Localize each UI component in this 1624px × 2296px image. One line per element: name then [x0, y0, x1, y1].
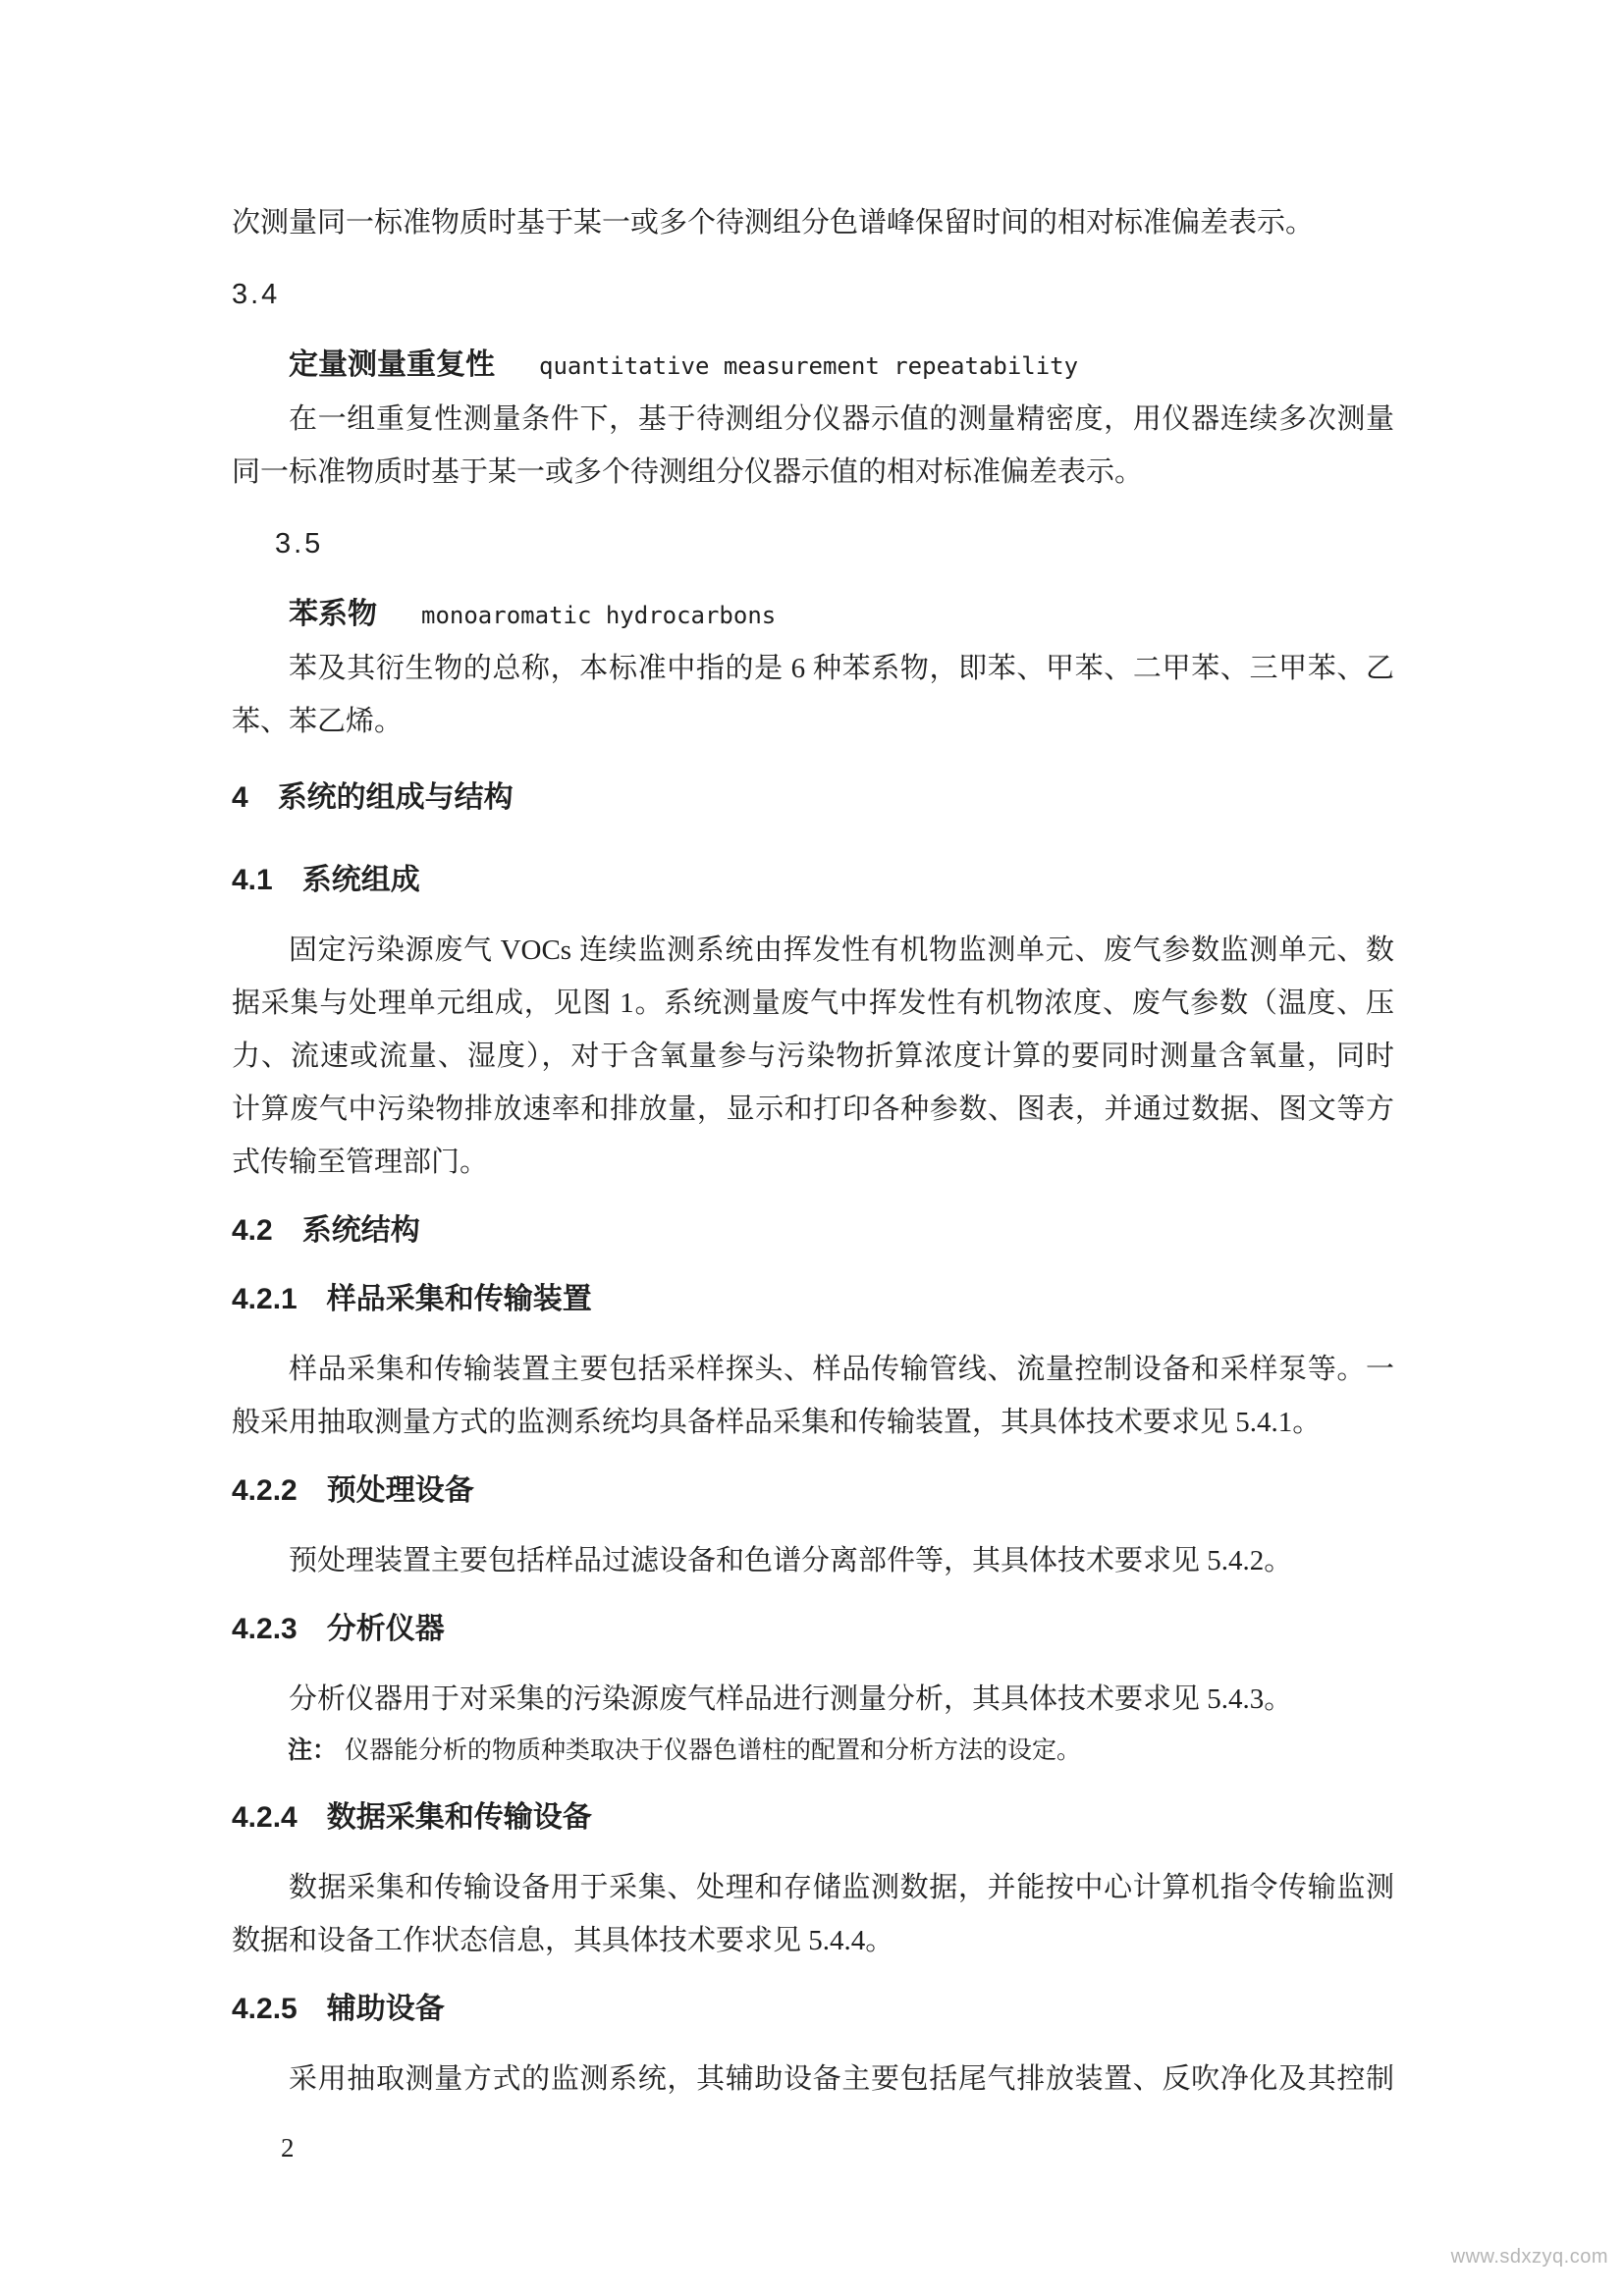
paragraph-line: 预处理装置主要包括样品过滤设备和色谱分离部件等，其具体技术要求见 5.4.2。: [289, 1545, 1293, 1576]
heading-number: 4.2.1: [232, 1283, 298, 1315]
heading-title: 系统的组成与结构: [277, 781, 514, 814]
note-label: 注：: [288, 1736, 338, 1764]
document-body: [232, 196, 1394, 2174]
paragraph-line: 式传输至管理部门。: [232, 1147, 489, 1178]
paragraph-line: 分析仪器用于对采集的污染源废气样品进行测量分析，其具体技术要求见 5.4.3。: [289, 1683, 1293, 1715]
heading-title: 分析仪器: [326, 1613, 445, 1645]
section-heading: [232, 1465, 1394, 1518]
term-chinese: 苯系物: [289, 598, 377, 630]
paragraph-line: 次测量同一标准物质时基于某一或多个待测组分色谱峰保留时间的相对标准偏差表示。: [232, 207, 1315, 239]
heading-title: 辅助设备: [326, 1993, 445, 2025]
section-heading: [232, 854, 1394, 907]
paragraph-line: 同一标准物质时基于某一或多个待测组分仪器示值的相对标准偏差表示。: [232, 456, 1144, 488]
section-heading: [232, 1791, 1394, 1844]
note-line: [232, 1726, 1394, 1776]
paragraph-line: 苯及其衍生物的总称，本标准中指的是 6 种苯系物，即苯、甲苯、二甲苯、三甲苯、乙: [289, 653, 1394, 684]
paragraph-line: 据采集与处理单元组成，见图 1。系统测量废气中挥发性有机物浓度、废气参数（温度、压: [232, 988, 1394, 1019]
section-heading: [232, 1983, 1394, 2036]
paragraph-line: 数据和设备工作状态信息，其具体技术要求见 5.4.4。: [232, 1925, 894, 1956]
paragraph-line: 在一组重复性测量条件下，基于待测组分仪器示值的测量精密度，用仪器连续多次测量: [289, 403, 1394, 435]
watermark-text: www.sdxzyq.com: [1450, 2246, 1608, 2268]
paragraph-line: 苯、苯乙烯。: [232, 706, 404, 737]
heading-number: 4: [232, 781, 248, 814]
page-number: 2: [281, 2133, 295, 2163]
clause-number: 3.5: [275, 528, 324, 560]
term-chinese: 定量测量重复性: [289, 348, 495, 381]
paragraph-line: 样品采集和传输装置主要包括采样探头、样品传输管线、流量控制设备和采样泵等。一: [289, 1354, 1394, 1385]
note-text: 仪器能分析的物质种类取决于仪器色谱柱的配置和分析方法的设定。: [345, 1737, 1082, 1764]
heading-number: 4.2.3: [232, 1613, 298, 1645]
clause-number: 3.4: [232, 279, 281, 310]
heading-title: 系统组成: [301, 864, 420, 896]
chapter-heading: [232, 772, 1394, 825]
paragraph-line: 般采用抽取测量方式的监测系统均具备样品采集和传输装置，其具体技术要求见 5.4.1。: [232, 1407, 1322, 1438]
heading-title: 系统结构: [301, 1214, 420, 1247]
paragraph-line: 固定污染源废气 VOCs 连续监测系统由挥发性有机物监测单元、废气参数监测单元、数: [289, 934, 1394, 966]
heading-number: 4.2.2: [232, 1474, 298, 1507]
section-heading: [232, 1603, 1394, 1656]
paragraph-line: 采用抽取测量方式的监测系统，其辅助设备主要包括尾气排放装置、反吹净化及其控制: [289, 2063, 1394, 2095]
heading-number: 4.1: [232, 864, 273, 896]
heading-title: 数据采集和传输设备: [326, 1801, 592, 1834]
term-heading: [232, 339, 1394, 393]
heading-title: 预处理设备: [326, 1474, 474, 1507]
heading-number: 4.2: [232, 1214, 273, 1247]
term-english: quantitative measurement repeatability: [539, 352, 1079, 380]
section-heading: [232, 1204, 1394, 1257]
heading-number: 4.2.5: [232, 1993, 298, 2025]
term-english: monoaromatic hydrocarbons: [421, 602, 777, 629]
section-heading: [232, 1273, 1394, 1326]
paragraph-line: 力、流速或流量、湿度），对于含氧量参与污染物折算浓度计算的要同时测量含氧量，同时: [232, 1041, 1394, 1072]
term-heading: [232, 588, 1394, 642]
heading-number: 4.2.4: [232, 1801, 298, 1834]
paragraph-line: 计算废气中污染物排放速率和排放量，显示和打印各种参数、图表，并通过数据、图文等方: [232, 1094, 1394, 1125]
paragraph-line: 数据采集和传输设备用于采集、处理和存储监测数据，并能按中心计算机指令传输监测: [289, 1872, 1394, 1903]
heading-title: 样品采集和传输装置: [326, 1283, 592, 1315]
